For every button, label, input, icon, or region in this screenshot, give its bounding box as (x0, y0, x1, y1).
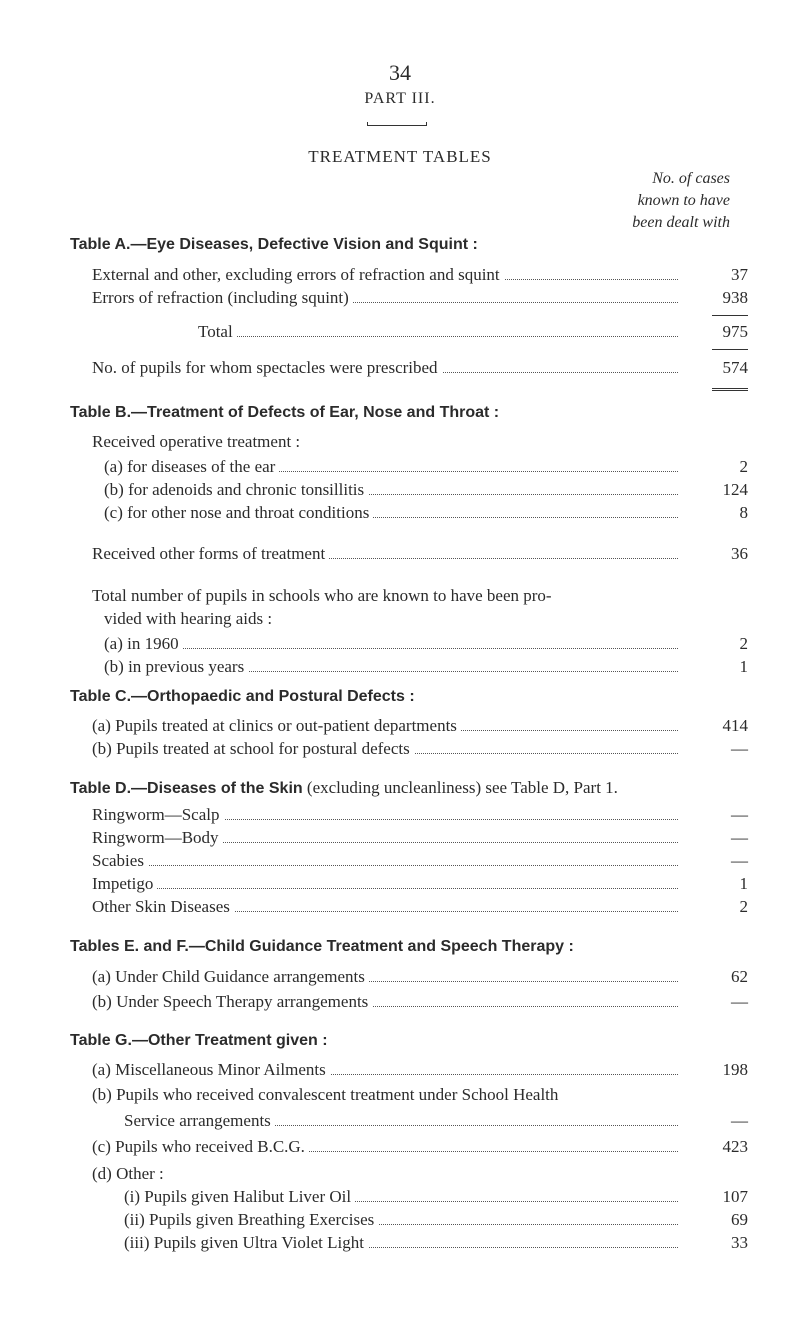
row-label: (b) Pupils who received convalescent treatment under School Health (92, 1085, 559, 1104)
table-row (124, 1210, 748, 1232)
sum-rule (712, 315, 748, 316)
table-row (104, 457, 748, 479)
table-row (92, 265, 748, 287)
row-label: No. of pupils for whom spectacles were prescribed (92, 358, 442, 378)
row-label: (c) for other nose and throat conditions (104, 503, 373, 523)
row-value: 33 (731, 1233, 748, 1252)
total-value: 975 (722, 322, 748, 341)
row-label: Scabies (92, 851, 148, 871)
row-label: (i) Pupils given Halibut Liver Oil (124, 1187, 355, 1207)
sum-rule (712, 349, 748, 350)
row-label: (a) Miscellaneous Minor Ailments (92, 1060, 330, 1080)
table-row (92, 1137, 748, 1159)
row-label: Received other forms of treatment (92, 544, 329, 564)
table-row (92, 544, 748, 566)
table-g-heading: Table G.—Other Treatment given : (70, 1032, 328, 1049)
table-c-heading: Table C.—Orthopaedic and Postural Defects : (70, 688, 415, 705)
row-label: External and other, excluding errors of refraction and squint (92, 265, 504, 285)
row-label: Total number of pupils in schools who are known to have been pro- (92, 586, 552, 605)
table-row (104, 634, 748, 656)
row-label: Impetigo (92, 874, 157, 894)
row-label: (c) Pupils who received B.C.G. (92, 1137, 309, 1157)
row-label: (a) Pupils treated at clinics or out-patient departments (92, 716, 461, 736)
row-value: 574 (722, 358, 748, 377)
table-ef-heading: Tables E. and F.—Child Guidance Treatment and Speech Therapy : (70, 938, 574, 955)
total-row (198, 322, 748, 344)
table-row (92, 897, 748, 919)
column-header-line: been dealt with (632, 214, 730, 231)
table-row (92, 739, 748, 761)
row-value: 8 (739, 503, 748, 522)
table-row (92, 1060, 748, 1082)
page-number: 34 (389, 60, 411, 85)
row-label: (b) Pupils treated at school for postural defects (92, 739, 414, 759)
table-row (92, 358, 748, 380)
row-value: 124 (722, 480, 748, 499)
row-value: — (731, 1111, 748, 1130)
decorative-rule (367, 125, 427, 126)
table-row (92, 805, 748, 827)
row-value: — (731, 828, 748, 847)
row-label: (b) for adenoids and chronic tonsillitis (104, 480, 368, 500)
heading-rest: (excluding uncleanliness) see Table D, Part 1. (302, 778, 618, 797)
table-row (124, 1187, 748, 1209)
row-label: Errors of refraction (including squint) (92, 288, 353, 308)
row-value: 2 (739, 634, 748, 653)
row-label: Received operative treatment : (92, 432, 301, 451)
heading-bold: Table D.—Diseases of the Skin (70, 780, 303, 797)
row-value: — (731, 851, 748, 870)
part-heading: PART III. (364, 90, 436, 107)
row-label: (a) for diseases of the ear (104, 457, 279, 477)
row-value: 423 (722, 1137, 748, 1156)
row-value: 2 (739, 897, 748, 916)
row-value: — (731, 992, 748, 1011)
row-value: 69 (731, 1210, 748, 1229)
row-value: 2 (739, 457, 748, 476)
row-label: Ringworm—Body (92, 828, 223, 848)
table-d-heading (70, 778, 618, 798)
row-value: 414 (722, 716, 748, 735)
row-value: 198 (722, 1060, 748, 1079)
row-label: (a) in 1960 (104, 634, 183, 654)
row-value: 107 (722, 1187, 748, 1206)
table-row (104, 480, 748, 502)
row-label: Ringworm—Scalp (92, 805, 224, 825)
row-value: — (731, 805, 748, 824)
row-value: 37 (731, 265, 748, 284)
row-value: 1 (739, 657, 748, 676)
row-label: Service arrangements (124, 1111, 275, 1131)
page-title: TREATMENT TABLES (308, 147, 492, 166)
table-row (92, 828, 748, 850)
row-label: (d) Other : (92, 1164, 164, 1183)
row-label: (b) in previous years (104, 657, 248, 677)
row-label: vided with hearing aids : (104, 609, 273, 628)
row-label: (a) Under Child Guidance arrangements (92, 967, 369, 987)
table-a-heading: Table A.—Eye Diseases, Defective Vision and Squint : (70, 236, 478, 253)
table-row (92, 874, 748, 896)
table-row (92, 288, 748, 310)
row-label: Other Skin Diseases (92, 897, 234, 917)
row-value: 36 (731, 544, 748, 563)
row-label: (iii) Pupils given Ultra Violet Light (124, 1233, 368, 1253)
table-row (104, 503, 748, 525)
row-value: 62 (731, 967, 748, 986)
column-header (632, 168, 730, 234)
double-rule (712, 388, 748, 391)
row-value: 938 (722, 288, 748, 307)
table-row (92, 851, 748, 873)
column-header-line: No. of cases (652, 170, 730, 187)
row-value: 1 (739, 874, 748, 893)
table-row (124, 1233, 748, 1255)
row-label: (ii) Pupils given Breathing Exercises (124, 1210, 378, 1230)
table-row (92, 992, 748, 1014)
table-b-heading: Table B.—Treatment of Defects of Ear, Nose and Throat : (70, 404, 500, 421)
table-row (104, 657, 748, 679)
row-value: — (731, 739, 748, 758)
table-row (124, 1111, 748, 1133)
table-row (92, 967, 748, 989)
table-row (92, 716, 748, 738)
total-label: Total (198, 322, 237, 342)
column-header-line: known to have (637, 192, 730, 209)
row-label: (b) Under Speech Therapy arrangements (92, 992, 372, 1012)
